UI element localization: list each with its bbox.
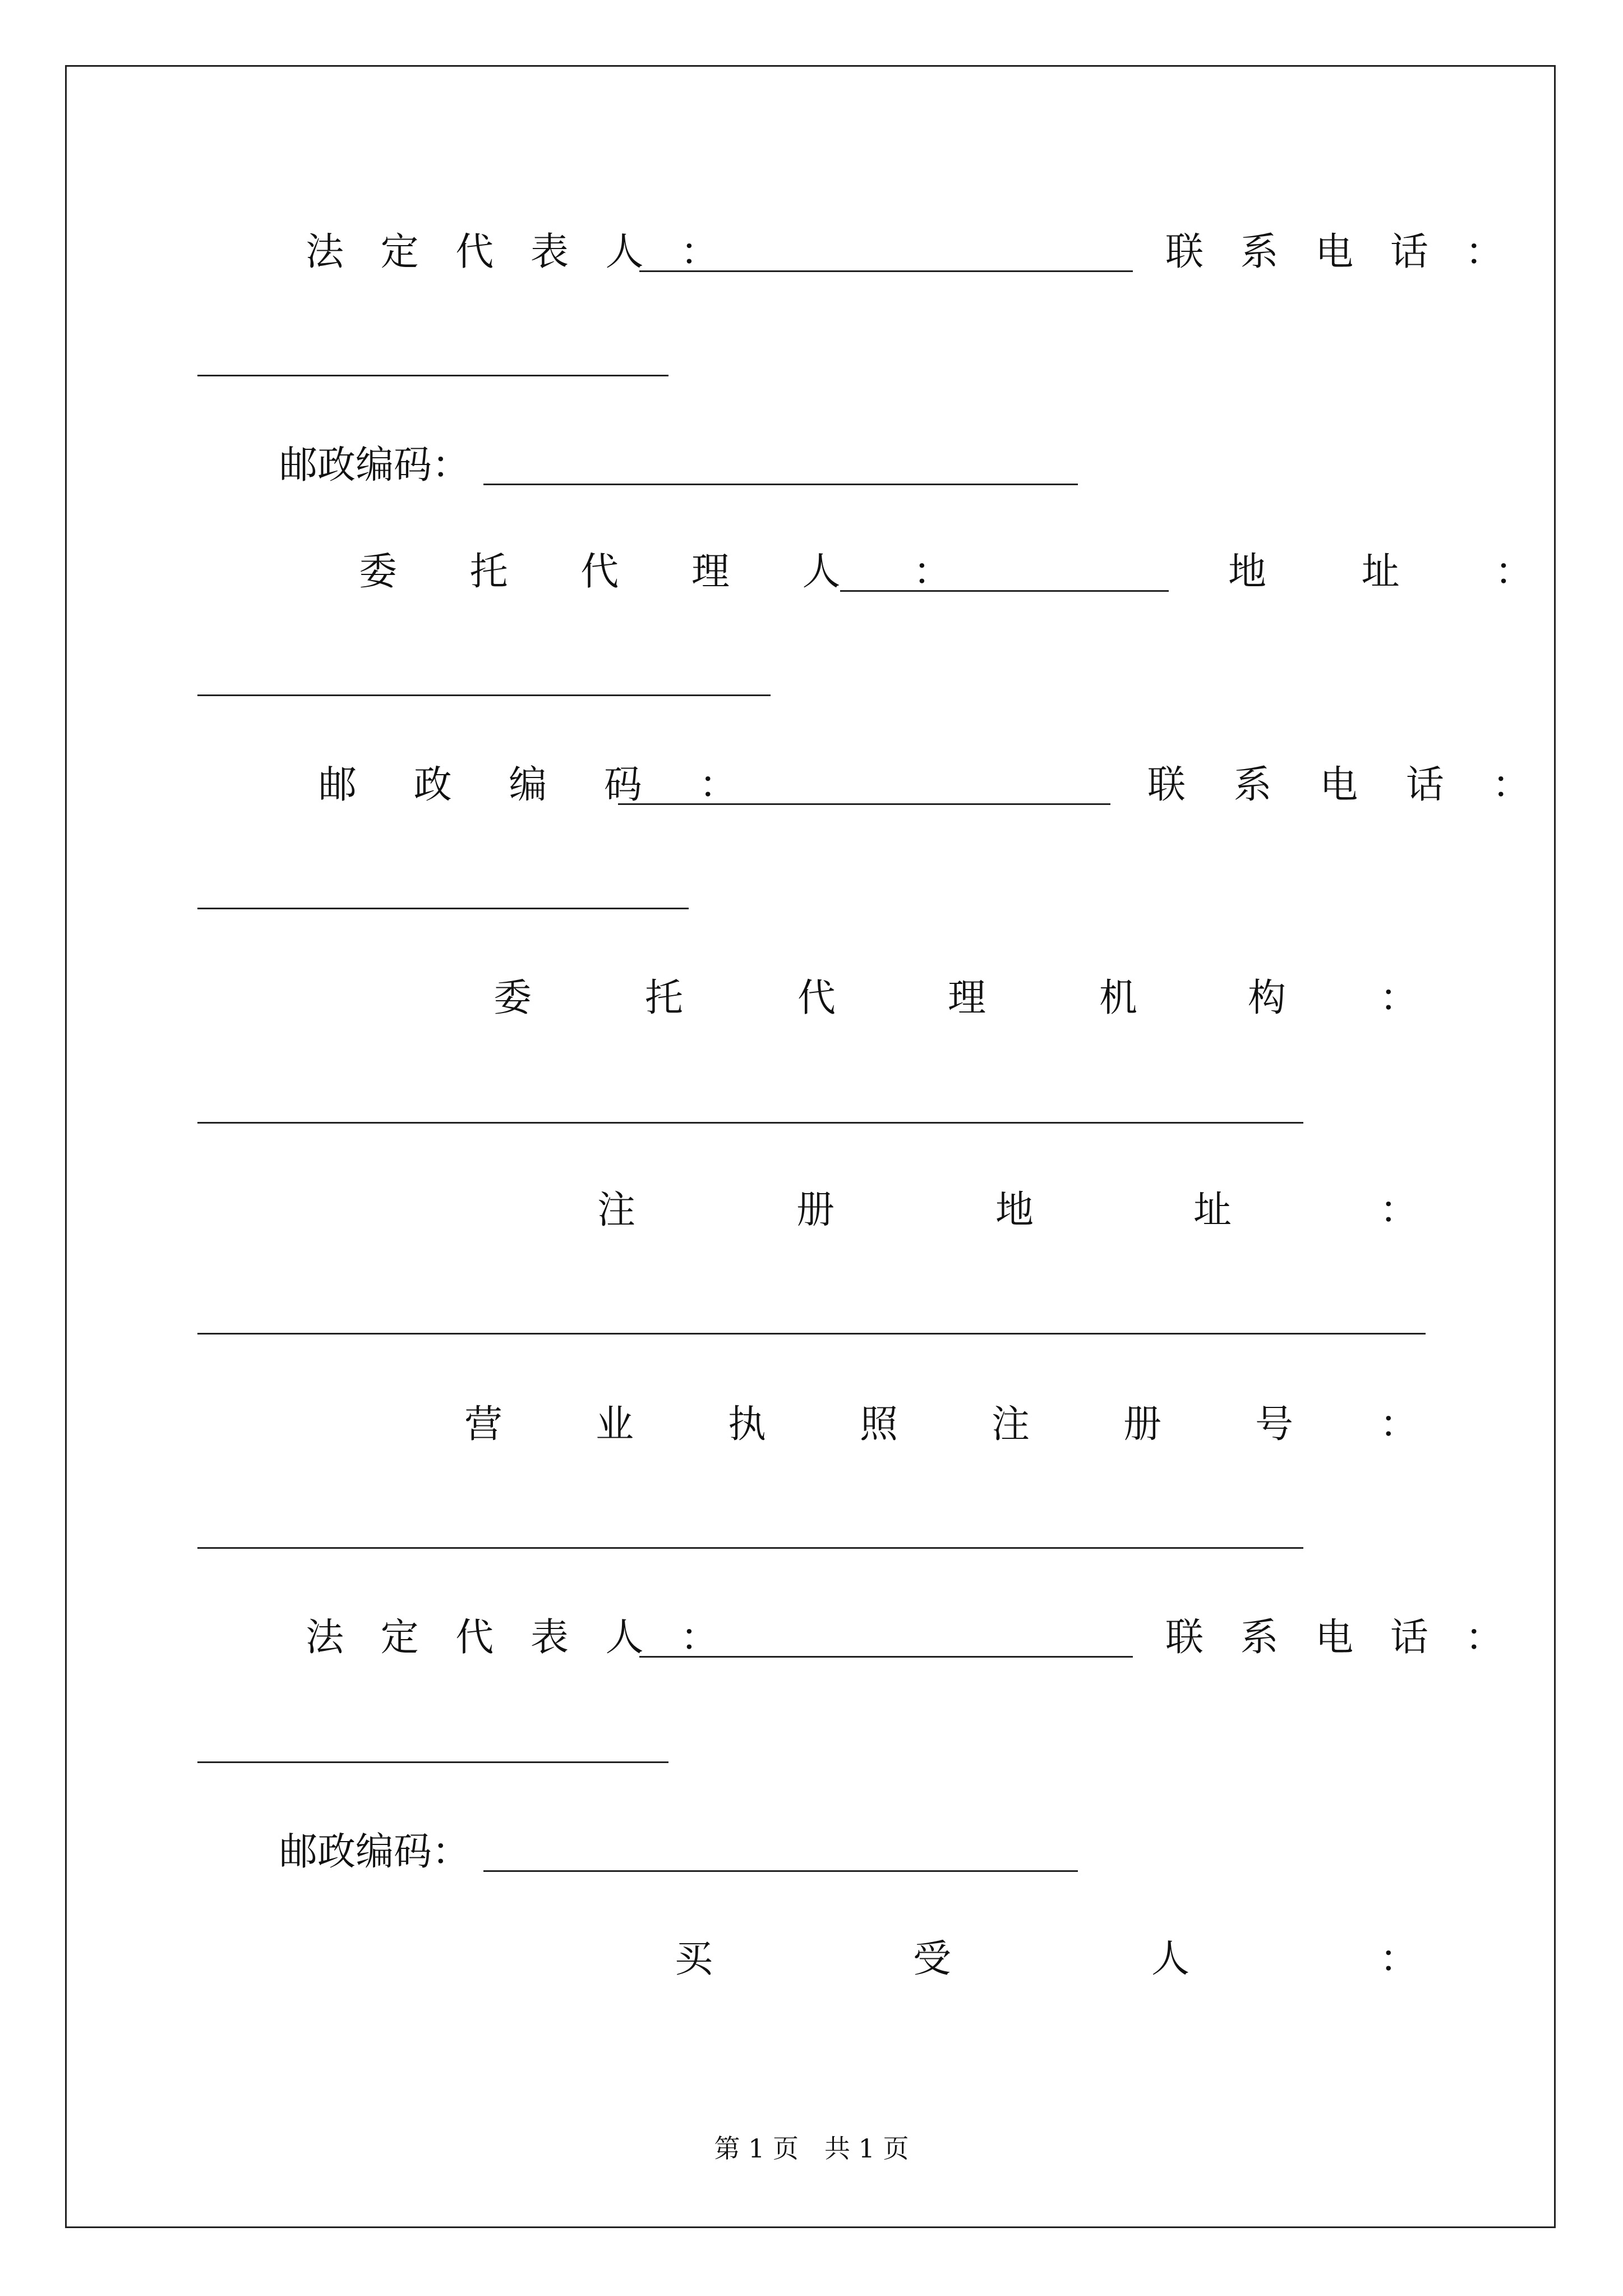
agent-postal-code-label: 邮 政 编 码 ： xyxy=(319,763,760,807)
license-number-colon: ： xyxy=(1380,1402,1418,1447)
phone-label: 联 系 电 话 ： xyxy=(1165,230,1516,274)
registered-address-char: 址 xyxy=(1193,1188,1232,1232)
page-frame xyxy=(65,65,1556,2228)
agency-char: 机 xyxy=(1099,976,1138,1020)
agency-char: 理 xyxy=(948,976,986,1020)
buyer-char: 受 xyxy=(913,1937,952,1981)
legal-representative-label: 法 定 代 表 人 ： xyxy=(306,230,731,274)
license-number-char: 营 xyxy=(464,1402,503,1447)
registered-address-field[interactable] xyxy=(197,1333,1426,1335)
license-number-char: 照 xyxy=(860,1402,898,1447)
page-number-footer: 第 1 页 共 1 页 xyxy=(714,2133,909,2164)
buyer-colon: ： xyxy=(1380,1937,1418,1981)
agency-char: 构 xyxy=(1248,976,1287,1020)
agent-phone-field[interactable] xyxy=(197,908,689,909)
postal-code-label: 邮政编码： xyxy=(279,443,471,487)
address-label: 地 址 ： xyxy=(1228,550,1575,594)
license-number-char: 执 xyxy=(728,1402,767,1447)
agency-char: 托 xyxy=(645,976,684,1020)
legal-representative-label-2: 法 定 代 表 人 ： xyxy=(306,1616,731,1660)
license-number-char: 注 xyxy=(992,1402,1030,1447)
registered-address-colon: ： xyxy=(1380,1188,1418,1232)
agency-char: 委 xyxy=(494,976,532,1020)
postal-code-field[interactable] xyxy=(483,484,1078,485)
agent-field[interactable] xyxy=(840,590,1169,592)
address-field[interactable] xyxy=(197,694,771,696)
phone-field-2[interactable] xyxy=(197,1761,668,1763)
postal-code-label-2: 邮政编码： xyxy=(279,1830,471,1874)
registered-address-char: 册 xyxy=(796,1188,835,1232)
license-number-field[interactable] xyxy=(197,1547,1303,1549)
legal-representative-field[interactable] xyxy=(639,270,1133,272)
phone-label-2: 联 系 电 话 ： xyxy=(1165,1616,1516,1660)
license-number-char: 册 xyxy=(1123,1402,1162,1447)
agency-colon: ： xyxy=(1380,976,1418,1020)
agency-char: 代 xyxy=(797,976,836,1020)
registered-address-char: 注 xyxy=(597,1188,636,1232)
agency-field[interactable] xyxy=(197,1122,1303,1124)
postal-code-field-2[interactable] xyxy=(483,1870,1078,1872)
agent-postal-code-field[interactable] xyxy=(618,803,1110,805)
buyer-char: 人 xyxy=(1151,1937,1190,1981)
agent-label: 委 托 代 理 人 ： xyxy=(359,550,982,594)
phone-field[interactable] xyxy=(197,375,668,376)
license-number-char: 业 xyxy=(596,1402,634,1447)
license-number-char: 号 xyxy=(1255,1402,1294,1447)
buyer-char: 买 xyxy=(675,1937,713,1981)
agent-phone-label: 联 系 电 话 ： xyxy=(1147,763,1548,807)
legal-representative-field-2[interactable] xyxy=(639,1656,1133,1658)
registered-address-char: 地 xyxy=(995,1188,1034,1232)
